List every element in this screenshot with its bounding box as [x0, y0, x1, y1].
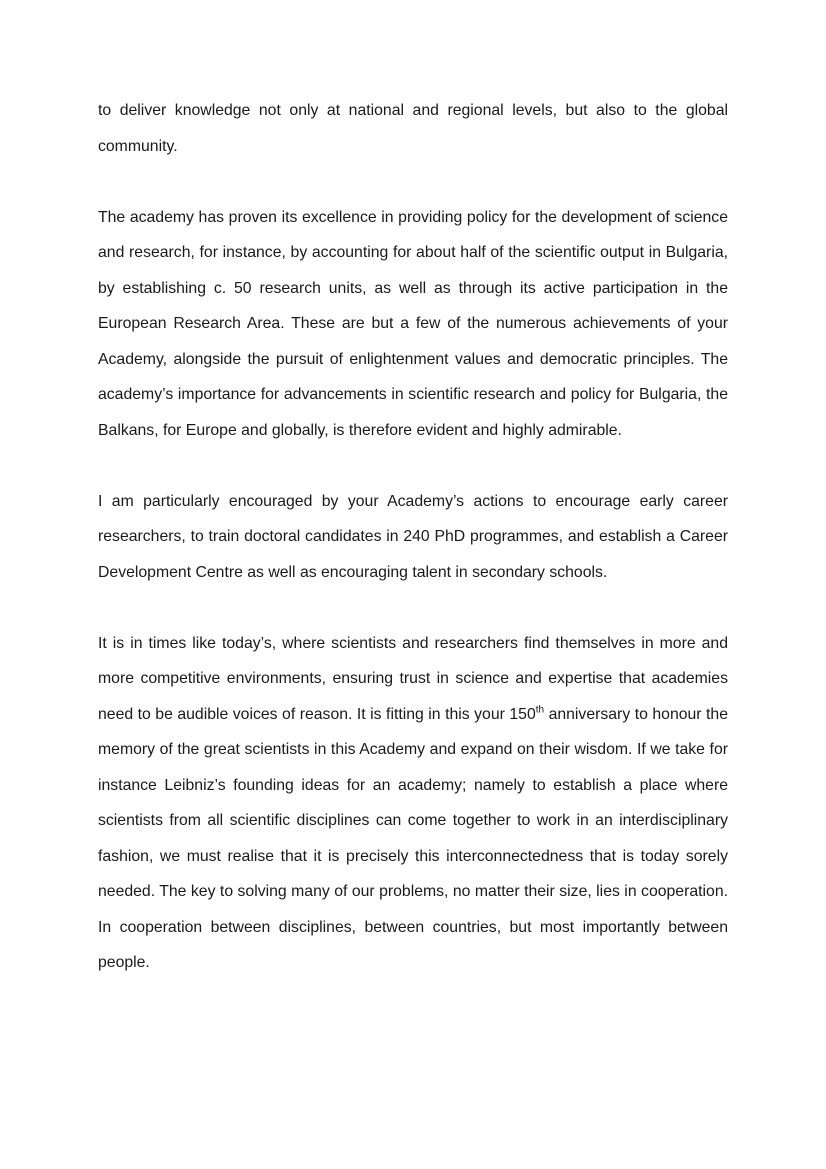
ordinal-superscript: th	[535, 704, 545, 716]
paragraph-anniversary-cooperation	[98, 626, 728, 981]
document-body	[98, 93, 728, 981]
paragraph-text-part-1: It is in times like today’s, where scientists and researchers find themselves in more and more competitive environments, ensuring trust in science and expertise that academies need to be audible voices of reason. It is fitting in this your 150	[98, 634, 728, 723]
paragraph-academy-excellence: The academy has proven its excellence in providing policy for the development of science and research, for instance, by accounting for about half of the scientific output in Bulgaria, by establishing c. 50 research units, as well as through its active participation in the European Research Area. These are but a few of the numerous achievements of your Academy, alongside the pursuit of enlightenment values and democratic principles. The academy’s importance for advancements in scientific research and policy for Bulgaria, the Balkans, for Europe and globally, is therefore evident and highly admirable.	[98, 208, 728, 439]
paragraph-global-community: to deliver knowledge not only at national and regional levels, but also to the global community.	[98, 102, 728, 155]
paragraph-early-career-researchers: I am particularly encouraged by your Academy’s actions to encourage early career researchers, to train doctoral candidates in 240 PhD programmes, and establish a Career Development Centre as well as encouraging talent in secondary schools.	[98, 492, 728, 581]
paragraph-text-part-2: anniversary to honour the memory of the great scientists in this Academy and expand on their wisdom. If we take for instance Leibniz’s founding ideas for an academy; namely to establish a place where scientists from all scientific disciplines can come together to work in an interdisciplinary fashion, we must realise that it is precisely this interconnectedness that is today sorely needed. The key to solving many of our problems, no matter their size, lies in cooperation. In cooperation between disciplines, between countries, but most importantly between people.	[98, 705, 729, 971]
